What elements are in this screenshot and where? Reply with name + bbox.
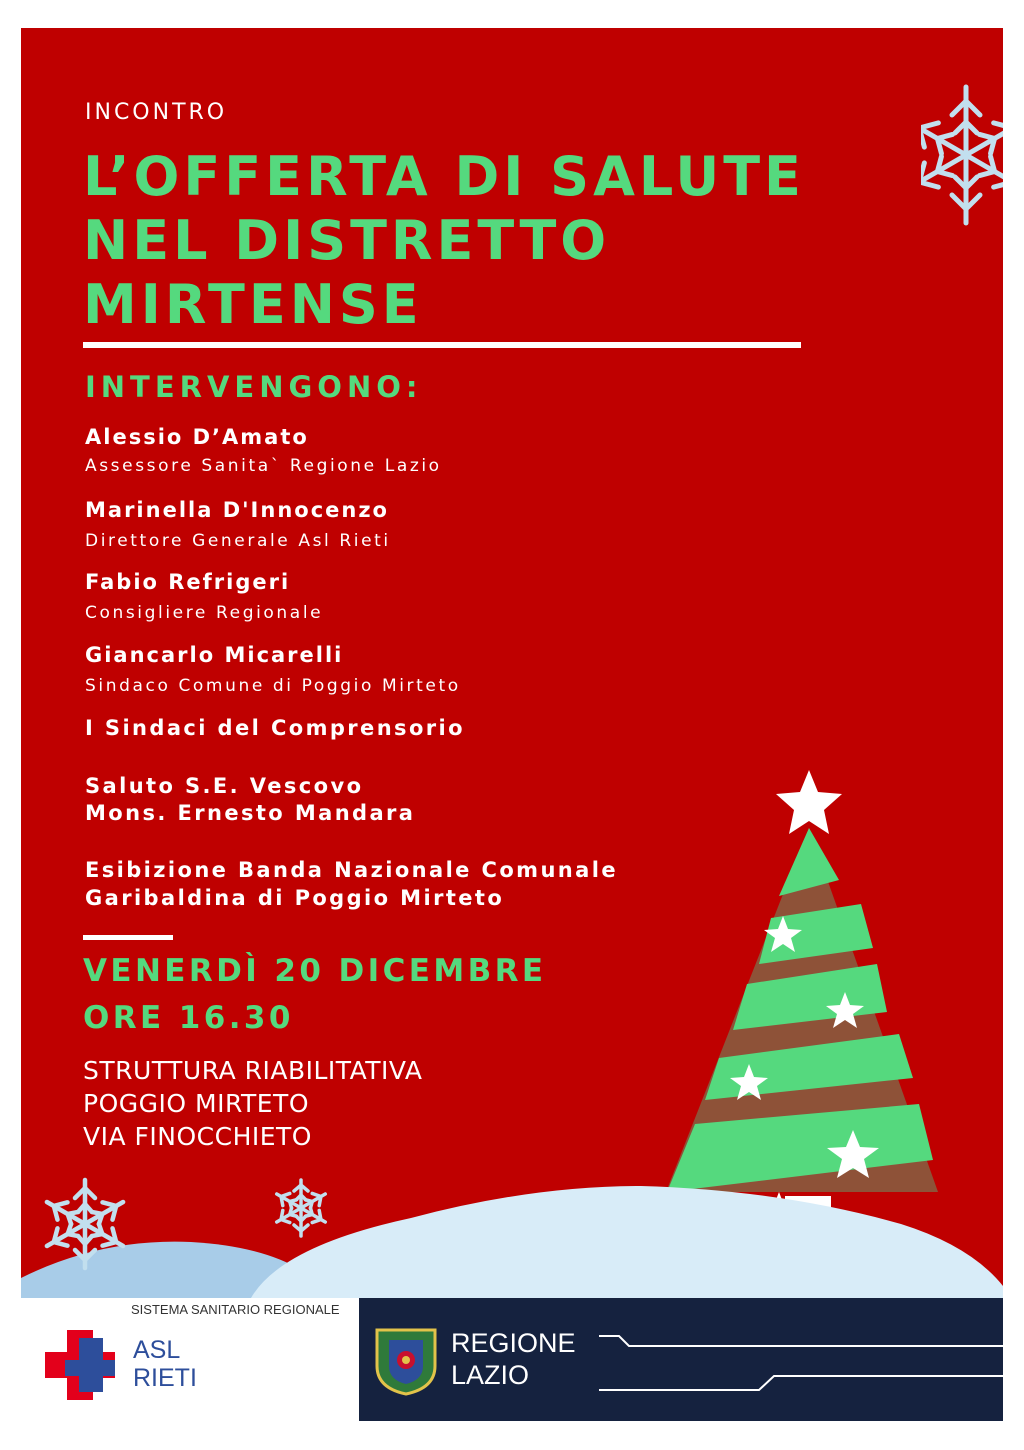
date-divider	[83, 935, 173, 940]
event-date: VENERDÌ 20 DICEMBRE	[83, 953, 547, 989]
asl-rieti-logo	[21, 1298, 359, 1421]
snowflake-icon	[35, 1174, 135, 1274]
circuit-lines	[599, 1318, 1003, 1408]
asl-label: ASL	[133, 1336, 181, 1364]
tree-band	[779, 828, 839, 896]
speaker-role: Consigliere Regionale	[85, 603, 324, 623]
mayors-line: I Sindaci del Comprensorio	[85, 716, 465, 740]
snowflake-icon	[921, 80, 1003, 230]
asl-system-label: SISTEMA SANITARIO REGIONALE	[131, 1302, 340, 1317]
band-line-1: Esibizione Banda Nazionale Comunale	[85, 858, 618, 882]
speaker-role: Sindaco Comune di Poggio Mirteto	[85, 676, 461, 696]
title-divider	[83, 342, 801, 348]
speaker-role: Assessore Sanita` Regione Lazio	[85, 456, 442, 476]
event-poster	[21, 28, 1003, 1298]
rieti-label: RIETI	[133, 1364, 197, 1392]
event-type-label: INCONTRO	[85, 100, 228, 125]
event-title-line-2: NEL DISTRETTO	[83, 209, 611, 272]
venue-line-1: STRUTTURA RIABILITATIVA	[83, 1056, 423, 1085]
bishop-greeting-line-2: Mons. Ernesto Mandara	[85, 801, 416, 825]
regione-lazio-logo	[359, 1298, 1003, 1421]
event-title-line-3: MIRTENSE	[83, 273, 423, 336]
venue-line-3: VIA FINOCCHIETO	[83, 1122, 312, 1151]
snow-hills	[21, 1166, 1003, 1298]
event-title-line-1: L’OFFERTA DI SALUTE	[83, 145, 805, 208]
speakers-heading: INTERVENGONO:	[85, 370, 423, 404]
speaker-name: Alessio D’Amato	[85, 425, 309, 449]
regione-label: REGIONE	[451, 1328, 576, 1358]
red-cross-icon	[45, 1330, 115, 1400]
star-icon	[776, 770, 842, 834]
speaker-name: Giancarlo Micarelli	[85, 643, 344, 667]
footer-logos	[21, 1298, 1003, 1421]
speaker-name: Fabio Refrigeri	[85, 570, 291, 594]
band-line-2: Garibaldina di Poggio Mirteto	[85, 886, 505, 910]
speaker-name: Marinella D'Innocenzo	[85, 498, 389, 522]
snowflake-icon	[269, 1176, 333, 1240]
lazio-label: LAZIO	[451, 1360, 530, 1390]
speaker-role: Direttore Generale Asl Rieti	[85, 531, 391, 551]
venue-line-2: POGGIO MIRTETO	[83, 1089, 310, 1118]
event-time: ORE 16.30	[83, 1000, 294, 1036]
bishop-greeting-line-1: Saluto S.E. Vescovo	[85, 774, 364, 798]
lazio-crest-icon	[373, 1326, 439, 1396]
